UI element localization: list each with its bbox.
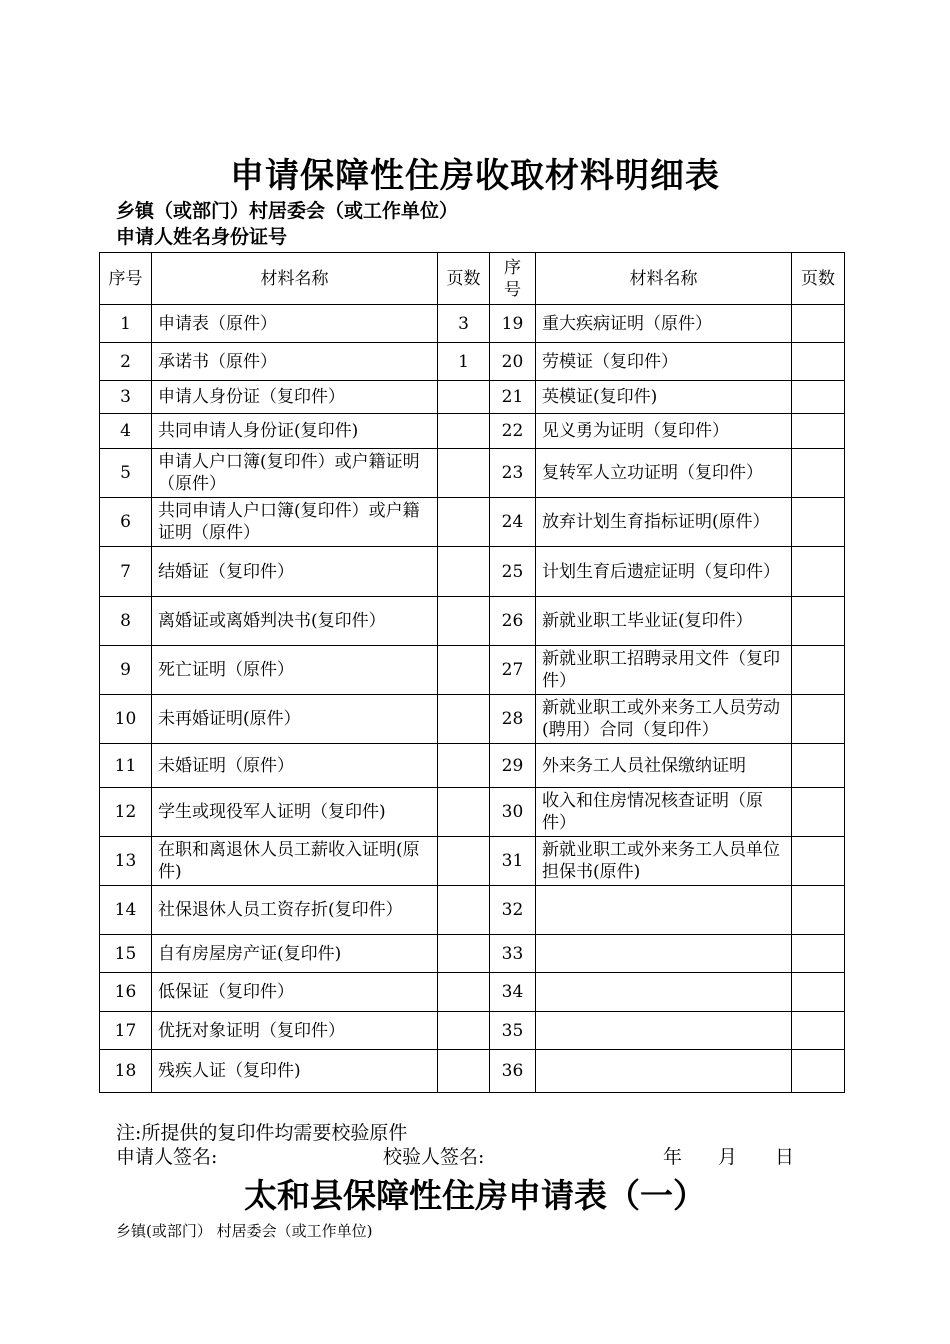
- pages-right-cell: [792, 343, 845, 381]
- table-row: [100, 305, 845, 343]
- pages-left-cell: 1: [438, 343, 490, 381]
- pages-right-cell: [792, 837, 845, 886]
- table-row: [100, 935, 845, 973]
- seq-left-cell: 4: [100, 414, 152, 449]
- header-pages-left: 页数: [438, 253, 490, 305]
- seq-right-cell: 23: [490, 449, 536, 498]
- pages-left-cell: [438, 1012, 490, 1050]
- material-name-left-cell: 未再婚证明(原件）: [152, 695, 438, 744]
- pages-right-cell: [792, 498, 845, 547]
- header-pages-right: 页数: [792, 253, 845, 305]
- pages-right-cell: [792, 935, 845, 973]
- material-name-right-cell: 收入和住房情况核查证明（原件）: [536, 788, 792, 837]
- table-row: [100, 498, 845, 547]
- header-unit-line: 乡镇（或部门）村居委会（或工作单位）: [116, 200, 459, 222]
- material-name-left-cell: 低保证（复印件）: [152, 973, 438, 1012]
- pages-right-cell: [792, 381, 845, 414]
- seq-left-cell: 13: [100, 837, 152, 886]
- material-name-right-cell: [536, 886, 792, 935]
- material-name-left-cell: 死亡证明（原件）: [152, 646, 438, 695]
- material-name-right-cell: 外来务工人员社保缴纳证明: [536, 744, 792, 788]
- seq-left-cell: 6: [100, 498, 152, 547]
- header-applicant-line: 申请人姓名身份证号: [116, 226, 288, 248]
- material-name-left-cell: 学生或现役军人证明（复印件): [152, 788, 438, 837]
- pages-left-cell: [438, 886, 490, 935]
- pages-right-cell: [792, 1050, 845, 1093]
- pages-right-cell: [792, 449, 845, 498]
- table-row: [100, 886, 845, 935]
- pages-right-cell: [792, 547, 845, 597]
- material-name-right-cell: 新就业职工或外来务工人员劳动(聘用）合同（复印件）: [536, 695, 792, 744]
- seq-right-cell: 32: [490, 886, 536, 935]
- seq-left-cell: 15: [100, 935, 152, 973]
- table-header-row: [100, 253, 845, 305]
- material-name-right-cell: 复转军人立功证明（复印件）: [536, 449, 792, 498]
- material-name-left-cell: 申请表（原件）: [152, 305, 438, 343]
- seq-right-cell: 28: [490, 695, 536, 744]
- seq-left-cell: 8: [100, 597, 152, 646]
- note-text: 注:所提供的复印件均需要校验原件: [116, 1122, 408, 1144]
- materials-table: [99, 252, 845, 1093]
- table-row: [100, 597, 845, 646]
- material-name-right-cell: 重大疾病证明（原件）: [536, 305, 792, 343]
- seq-right-cell: 36: [490, 1050, 536, 1093]
- table-row: [100, 414, 845, 449]
- pages-right-cell: [792, 646, 845, 695]
- pages-right-cell: [792, 414, 845, 449]
- seq-right-cell: 29: [490, 744, 536, 788]
- unit-line: 乡镇(或部门） 村居委会（或工作单位): [116, 1222, 373, 1240]
- seq-right-cell: 26: [490, 597, 536, 646]
- seq-right-cell: 34: [490, 973, 536, 1012]
- material-name-left-cell: 申请人户口簿(复印件）或户籍证明（原件）: [152, 449, 438, 498]
- pages-left-cell: [438, 449, 490, 498]
- pages-left-cell: [438, 935, 490, 973]
- material-name-right-cell: 放弃计划生育指标证明(原件）: [536, 498, 792, 547]
- seq-right-cell: 33: [490, 935, 536, 973]
- pages-left-cell: 3: [438, 305, 490, 343]
- seq-left-cell: 9: [100, 646, 152, 695]
- pages-left-cell: [438, 973, 490, 1012]
- seq-left-cell: 18: [100, 1050, 152, 1093]
- pages-left-cell: [438, 646, 490, 695]
- seq-left-cell: 12: [100, 788, 152, 837]
- seq-left-cell: 7: [100, 547, 152, 597]
- seq-right-cell: 25: [490, 547, 536, 597]
- applicant-signature-label: 申请人签名:: [116, 1146, 218, 1168]
- material-name-left-cell: 未婚证明（原件）: [152, 744, 438, 788]
- seq-left-cell: 14: [100, 886, 152, 935]
- seq-right-cell: 30: [490, 788, 536, 837]
- header-name-left: 材料名称: [152, 253, 438, 305]
- material-name-left-cell: 共同申请人身份证(复印件): [152, 414, 438, 449]
- header-seq-right: 序号: [490, 253, 536, 305]
- pages-left-cell: [438, 744, 490, 788]
- seq-right-cell: 22: [490, 414, 536, 449]
- material-name-right-cell: 英模证(复印件): [536, 381, 792, 414]
- material-name-right-cell: [536, 973, 792, 1012]
- verifier-signature-label: 校验人签名:: [383, 1146, 485, 1168]
- seq-left-cell: 3: [100, 381, 152, 414]
- pages-left-cell: [438, 498, 490, 547]
- seq-right-cell: 35: [490, 1012, 536, 1050]
- pages-left-cell: [438, 547, 490, 597]
- date-month-label: 月: [718, 1146, 738, 1168]
- seq-right-cell: 21: [490, 381, 536, 414]
- material-name-right-cell: 劳模证（复印件）: [536, 343, 792, 381]
- seq-left-cell: 10: [100, 695, 152, 744]
- material-name-right-cell: 见义勇为证明（复印件）: [536, 414, 792, 449]
- table-row: [100, 547, 845, 597]
- table-row: [100, 1050, 845, 1093]
- seq-left-cell: 17: [100, 1012, 152, 1050]
- pages-right-cell: [792, 744, 845, 788]
- table-row: [100, 449, 845, 498]
- table-row: [100, 1012, 845, 1050]
- material-name-left-cell: 自有房屋房产证(复印件): [152, 935, 438, 973]
- pages-right-cell: [792, 973, 845, 1012]
- seq-right-cell: 19: [490, 305, 536, 343]
- pages-right-cell: [792, 886, 845, 935]
- material-name-left-cell: 结婚证（复印件）: [152, 547, 438, 597]
- material-name-right-cell: 新就业职工毕业证(复印件）: [536, 597, 792, 646]
- pages-right-cell: [792, 1012, 845, 1050]
- pages-left-cell: [438, 1050, 490, 1093]
- material-name-left-cell: 承诺书（原件）: [152, 343, 438, 381]
- seq-left-cell: 16: [100, 973, 152, 1012]
- material-name-left-cell: 申请人身份证（复印件）: [152, 381, 438, 414]
- pages-left-cell: [438, 788, 490, 837]
- pages-right-cell: [792, 695, 845, 744]
- header-name-right: 材料名称: [536, 253, 792, 305]
- seq-right-cell: 24: [490, 498, 536, 547]
- table-row: [100, 695, 845, 744]
- material-name-left-cell: 共同申请人户口簿(复印件）或户籍证明（原件）: [152, 498, 438, 547]
- pages-left-cell: [438, 695, 490, 744]
- application-form-title: 太和县保障性住房申请表（一）: [244, 1176, 706, 1215]
- table-row: [100, 381, 845, 414]
- pages-right-cell: [792, 597, 845, 646]
- pages-right-cell: [792, 788, 845, 837]
- date-day-label: 日: [775, 1146, 795, 1168]
- pages-left-cell: [438, 837, 490, 886]
- table-row: [100, 744, 845, 788]
- seq-left-cell: 1: [100, 305, 152, 343]
- material-name-right-cell: [536, 935, 792, 973]
- table-row: [100, 837, 845, 886]
- pages-left-cell: [438, 597, 490, 646]
- seq-right-cell: 20: [490, 343, 536, 381]
- seq-right-cell: 31: [490, 837, 536, 886]
- header-seq-left: 序号: [100, 253, 152, 305]
- material-name-left-cell: 在职和离退休人员工薪收入证明(原件): [152, 837, 438, 886]
- pages-right-cell: [792, 305, 845, 343]
- date-year-label: 年: [663, 1146, 683, 1168]
- seq-left-cell: 11: [100, 744, 152, 788]
- material-name-right-cell: 新就业职工招聘录用文件（复印件）: [536, 646, 792, 695]
- material-name-right-cell: [536, 1012, 792, 1050]
- document-title: 申请保障性住房收取材料明细表: [230, 156, 720, 196]
- table-row: [100, 343, 845, 381]
- seq-left-cell: 5: [100, 449, 152, 498]
- seq-left-cell: 2: [100, 343, 152, 381]
- table-row: [100, 973, 845, 1012]
- material-name-left-cell: 优抚对象证明（复印件）: [152, 1012, 438, 1050]
- pages-left-cell: [438, 414, 490, 449]
- pages-left-cell: [438, 381, 490, 414]
- seq-right-cell: 27: [490, 646, 536, 695]
- material-name-left-cell: 社保退休人员工资存折(复印件）: [152, 886, 438, 935]
- material-name-left-cell: 离婚证或离婚判决书(复印件）: [152, 597, 438, 646]
- material-name-right-cell: 新就业职工或外来务工人员单位担保书(原件): [536, 837, 792, 886]
- material-name-left-cell: 残疾人证（复印件): [152, 1050, 438, 1093]
- table-row: [100, 646, 845, 695]
- material-name-right-cell: 计划生育后遗症证明（复印件）: [536, 547, 792, 597]
- table-row: [100, 788, 845, 837]
- material-name-right-cell: [536, 1050, 792, 1093]
